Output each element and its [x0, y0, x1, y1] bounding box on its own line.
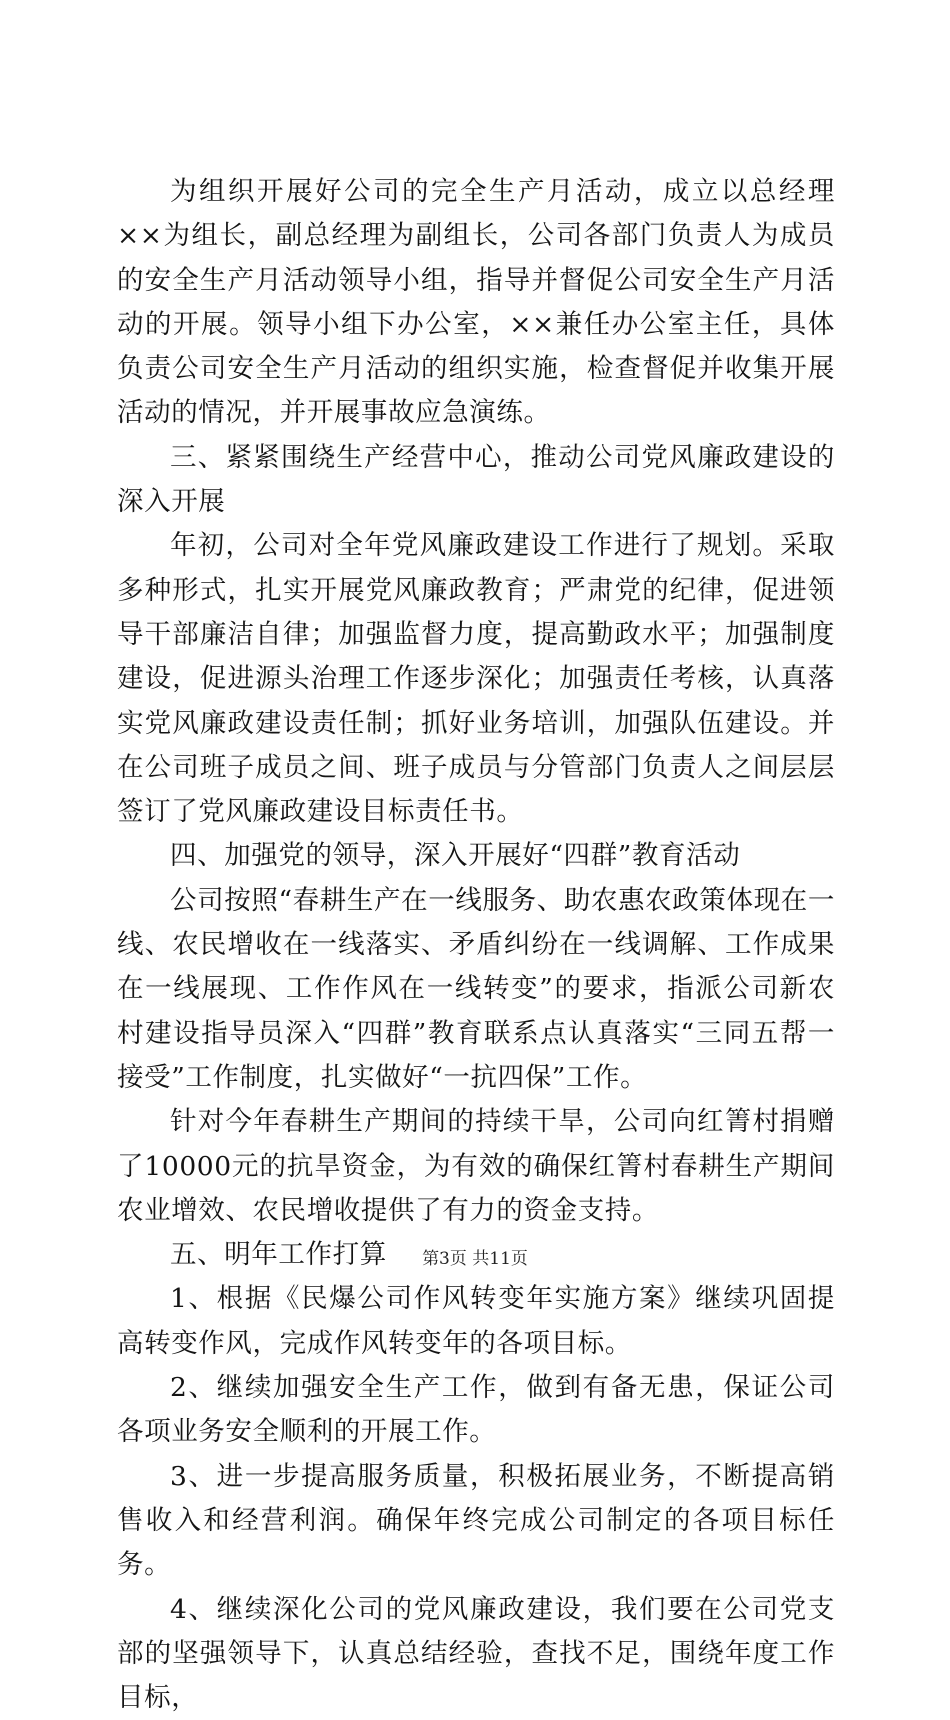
- plan-item-4: 4、继续深化公司的党风廉政建设，我们要在公司党支部的坚强领导下，认真总结经验，查找不足，围绕年度工作目标，: [117, 1588, 835, 1720]
- heading-section-three: 三、紧紧围绕生产经营中心，推动公司党风廉政建设的深入开展: [117, 436, 835, 525]
- plan-item-1: 1、根据《民爆公司作风转变年实施方案》继续巩固提高转变作风，完成作风转变年的各项目标。: [117, 1277, 835, 1366]
- paragraph-four-groups: 公司按照“春耕生产在一线服务、助农惠农政策体现在一线、农民增收在一线落实、矛盾纠纷在一线调解、工作成果在一线展现、工作作风在一线转变”的要求，指派公司新农村建设指导员深入“四群”教育联系点认真落实“三同五帮一接受”工作制度，扎实做好“一抗四保”工作。: [117, 879, 835, 1100]
- plan-item-2: 2、继续加强安全生产工作，做到有备无患，保证公司各项业务安全顺利的开展工作。: [117, 1366, 835, 1455]
- document-body: [117, 170, 835, 1720]
- paragraph-drought-donation: 针对今年春耕生产期间的持续干旱，公司向红箐村捐赠了10000元的抗旱资金，为有效的确保红箐村春耕生产期间农业增效、农民增收提供了有力的资金支持。: [117, 1100, 835, 1233]
- page-number-footer: 第3页 共11页: [0, 1244, 950, 1269]
- paragraph-anti-corruption: 年初，公司对全年党风廉政建设工作进行了规划。采取多种形式，扎实开展党风廉政教育；严肃党的纪律，促进领导干部廉洁自律；加强监督力度，提高勤政水平；加强制度建设，促进源头治理工作逐步深化；加强责任考核，认真落实党风廉政建设责任制；抓好业务培训，加强队伍建设。并在公司班子成员之间、班子成员与分管部门负责人之间层层签订了党风廉政建设目标责任书。: [117, 524, 835, 834]
- heading-section-five: 五、明年工作打算: [117, 1233, 835, 1277]
- plan-item-3: 3、进一步提高服务质量，积极拓展业务，不断提高销售收入和经营利润。确保年终完成公司制定的各项目标任务。: [117, 1455, 835, 1588]
- heading-section-four: 四、加强党的领导，深入开展好“四群”教育活动: [117, 834, 835, 878]
- paragraph-safety-month: 为组织开展好公司的完全生产月活动，成立以总经理××为组长，副总经理为副组长，公司各部门负责人为成员的安全生产月活动领导小组，指导并督促公司安全生产月活动的开展。领导小组下办公室，××兼任办公室主任，具体负责公司安全生产月活动的组织实施，检查督促并收集开展活动的情况，并开展事故应急演练。: [117, 170, 835, 436]
